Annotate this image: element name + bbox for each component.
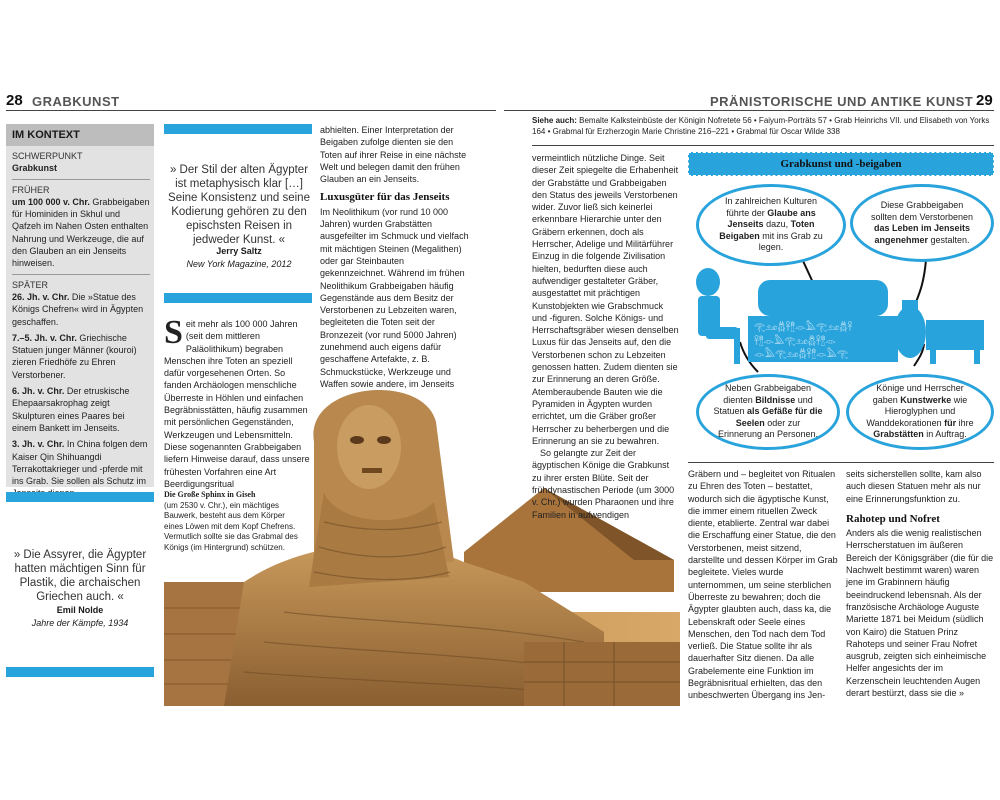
bubble-text: dazu, — [766, 219, 789, 230]
svg-text:𓁹𓅓𓂀𓃭𓆣𓋹𓊽𓁹𓅓𓂀: 𓁹𓅓𓂀𓃭𓆣𓋹𓊽𓁹𓅓𓂀 — [754, 350, 849, 360]
context-content — [12, 150, 150, 500]
bubble-text: Neben Grabbeigaben dienten — [723, 383, 812, 405]
bubble-bold: das Leben im Jenseits angenehmer — [873, 223, 971, 245]
page-number-left: 28 — [6, 92, 23, 109]
bubble-belief — [696, 184, 846, 266]
quote-bar-bottom — [164, 293, 312, 303]
header-rule-left — [6, 110, 496, 111]
svg-text:𓋹𓊽𓁹𓅓𓂀𓃭𓆣𓋹𓊽𓁹: 𓋹𓊽𓁹𓅓𓂀𓃭𓆣𓋹𓊽𓁹 — [754, 337, 837, 347]
entry-text: In China folgen dem Kaiser Qin Shihuangdi Terrakottakrieger und -pferde mit ins Grab. Sie sollen als Schutz im — [12, 439, 148, 487]
page-number-right: 29 — [976, 92, 993, 109]
divider — [12, 179, 150, 180]
bubble-text: Könige und Herrscher gaben — [872, 383, 964, 405]
focus-value: Grabkunst — [12, 163, 58, 174]
bubble-portraits — [696, 374, 840, 450]
quote-text: Die Assyrer, die Ägypter hatten mächtigen Sinn für Plastik, die archaischen Griechen auch. — [14, 549, 147, 603]
svg-text:𓂀𓃭𓆣𓋹𓊽𓁹𓅓𓂀𓃭𓆣𓋹: 𓂀𓃭𓆣𓋹𓊽𓁹𓅓𓂀𓃭𓆣𓋹 — [754, 323, 853, 333]
earlier-text: Grabbeigaben für Hominiden in Skhul und Qafzeh im Nahen Osten enthalten Nahrung und Werkzeuge, die auf den Glauben an ein Jenseits hinweisen. — [12, 196, 150, 269]
entry-date: 7.–5. Jh. v. Chr. — [12, 332, 77, 343]
bubble-grave-goods — [850, 184, 994, 262]
caption-title: Die Große Sphinx in Giseh — [164, 490, 256, 499]
body-text: seits sicherstellen sollte, kam also auch diesen Statuen mehr als nur eine Erinnerungsfunktion zu. — [846, 469, 982, 504]
bubble-text: wie Hieroglyphen und Wanddekorationen — [866, 394, 968, 428]
bubble-text: mit ins Grab zu legen. — [758, 230, 823, 253]
bubble-bold: Kunstwerke — [900, 394, 952, 405]
photo-caption — [164, 490, 304, 553]
later-entry — [12, 438, 150, 499]
later-entry — [12, 291, 150, 328]
bubble-bold: als Gefäße für die Seelen — [735, 406, 823, 428]
bubble-bold: Bildnisse — [755, 394, 796, 405]
drop-cap: S — [164, 314, 183, 351]
diagram — [688, 152, 994, 452]
body-text: Gräbern und – begleitet von Ritualen zu Ehren des Toten – bestattet, wodurch sich die ägyptische Kunst, die immer einem rituellen Zweck diente, etablierte. Zentral war dabei die Erschaffung einer Statue, die den Verstorbenen, meist sitzend, darstellte und dessen Körper im Grab begleitete. Vieles wurde unternommen, um seine sterblichen Überreste zu bewahren; doch die Ägypter glaubten auch, dass ka, die Lebenskraft oder Seele eines Menschen, den Tod nach dem Tod verließ. Die Statue sollte ihr als dauerhafter Sitz dienen. Da alle Grabelemente eine Funktion im Begräbnisritual erhielten, das den unbeschwerten Übergang ins Jen- — [688, 469, 838, 701]
bubble-text: und Statuen — [713, 394, 813, 417]
body-text: abhielten. Einer Interpretation der Beigaben zufolge dienten sie den Toten auf ihrer Reise in eine nächste Welt und belegen damit den frühen Glauben an ein Jenseits. — [320, 125, 467, 185]
bubble-text: oder zur Erinnerung an Personen. — [717, 417, 819, 440]
body-column-3 — [320, 124, 470, 390]
body-text: Im Neolithikum (vor rund 10 000 Jahren) wurden Grabstätten ausgefeilter im Schmuck und vielfach mit mächtigen Steinen (Megalithen) oder gar Steinbauten gekennzeichnet. Während im frühen Neolithikum Grabbeigaben häufig Gegenstände aus dem Besitz der Verstorbenen zu Lebzeiten waren, begleiteten die Toten seit der Bronzezeit (vor rund 5000 Jahren) zunehmend auch eigens dafür geschaffene Artefakte, z. B. Schmuckstücke, Werkzeuge und Waffen sowie andere, im Jenseits — [320, 206, 469, 389]
entry-text: Der etruskische Ehepaarsakrophag zeigt Skulpturen eines Paares bei einem Bankett im Jenseits. — [12, 386, 130, 433]
see-also — [532, 116, 992, 137]
section-heading: Luxusgüter für das Jenseits — [320, 191, 450, 204]
focus-label: SCHWERPUNKT — [12, 151, 83, 161]
quote-author: Emil Nolde — [56, 605, 104, 615]
body-column-r3 — [846, 468, 994, 699]
later-entry — [12, 385, 150, 434]
quote-bar-top — [164, 124, 312, 134]
earlier-label: FRÜHER — [12, 184, 50, 195]
later-label: SPÄTER — [12, 279, 49, 290]
bubble-text: in Auftrag. — [926, 429, 967, 440]
entry-text: Griechische Statuen junger Männer (kouroi) zieren Friedhöfe zu Ehren Verstorbener. — [12, 332, 137, 380]
see-also-label: Siehe auch: — [532, 116, 577, 125]
bubble-text: gestalten. — [930, 234, 970, 245]
quote-text: Der Stil der alten Ägypter ist metaphysisch klar […] Seine Konsistenz und seine Kodierung gehören zu den epischsten Reisen in jedweder Kunst. — [168, 164, 310, 246]
bubble-bold: Glaube ans Jenseits — [727, 207, 816, 230]
quote-bar-bottom — [6, 667, 154, 677]
body-column-r1 — [532, 152, 680, 521]
bubble-artworks — [846, 374, 994, 450]
entry-date: 6. Jh. v. Chr. — [12, 386, 65, 397]
body-column-r2 — [688, 468, 838, 702]
earlier-date: um 100 000 v. Chr. — [12, 196, 90, 207]
earlier-entry — [12, 196, 150, 270]
context-title: IM KONTEXT — [12, 129, 80, 141]
bubble-bold: Grabstätten — [873, 429, 924, 440]
quote-nolde: » Die Assyrer, die Ägypter hatten mächtigen Sinn für Plastik, die archaischen Griechen auch. « — [13, 549, 147, 603]
quote-source: Jahre der Kämpfe, 1934 — [31, 618, 129, 628]
entry-date: 26. Jh. v. Chr. — [12, 291, 70, 302]
running-head-right: PRÄNISTORISCHE UND ANTIKE KUNST — [710, 94, 974, 109]
divider — [12, 274, 150, 275]
running-head-left: GRABKUNST — [32, 94, 120, 109]
body-text: eit mehr als 100 000 Jahren (seit dem mittleren Paläolithikum) begraben Menschen ihre Toten an speziell dafür vorgesehenen Orten. So fanden Archäologen menschliche Überreste in Höhlen und einfachen Begräbnisstätten, häufig zusammen mit persönlichen Gegenständen, Werkzeugen und Lebensmitteln. Diese sogenannten Grabbeigaben liefern Hinweise darauf, dass unsere frühesten Vorfahren eine Art Beerdigungsritual — [164, 319, 310, 489]
quote-saltz: » Der Stil der alten Ägypter ist metaphysisch klar […] Seine Konsistenz und seine Kodierung gehören zu den epischsten Reisen in jedweder Kunst. « — [168, 164, 310, 246]
quote-author: Jerry Saltz — [216, 246, 262, 256]
body-text: So gelangte zur Zeit der ägyptischen Könige die Grabkunst zu ihrer ersten Blüte. Seit der frühdynastischen Periode (um 3000 v. Chr.) wurden Pharaonen und ihre Familien in aufwendigen — [532, 448, 675, 520]
entry-text: Die »Statue des Königs Chefren« wird in Ägypten geschaffen. — [12, 291, 144, 327]
bubble-bold: Toten Beigaben — [719, 219, 815, 241]
diagram-title: Grabkunst und -beigaben — [780, 158, 902, 170]
header-rule-right — [504, 110, 994, 111]
bubble-bold: für — [944, 417, 957, 428]
body-text: vermeintlich nützliche Dinge. Seit dieser Zeit spiegelte die Erhabenheit der Grabstätte und Grabbeigaben den Status des jeweils Verstorbenen wider. Zuvor ließ sich keinerlei erkennbare Hierarchie unter den Gräbern erkennen, doch als Herrscher, Adelige und Militärführer Einzug in die folgende Zivilisation hielten, bedurften diese auch aufwendiger gestalteter Gräber, ausgestattet mit prächtigen Kunstobjekten wie Grabschmuck und -figuren. Solche Königs- und Herrschaftsgräber wiesen denselben Luxus für das Jenseits auf, den die Verstorbenen schon zu Lebzeiten genossen hatten. Zudem dienten sie zur Erinnerung an deren Größe. Atemberaubende Bauten wie die Pyramiden in Ägypten wurden errichtet, um die Gräber großer Herrscher zu beherbergen und die Erinnerung an sie zu bewahren. — [532, 153, 679, 446]
bubble-text: Diese Grabbeigaben sollten dem Verstorbenen — [870, 200, 974, 222]
see-also-text: Bemalte Kalksteinbüste der Königin Nofretete 56 • Faiyum-Porträts 57 • Grab Heinrichs VII. und Elisabeth von Yorks 164 • Grabmal für Erzherzogin Marie Christine 216–221 • Grabmal für Oscar Wilde 338 — [532, 116, 990, 136]
entry-date: 3. Jh. v. Chr. — [12, 439, 65, 450]
body-text: Anders als die wenig realistischen Herrscherstatuen im äußeren Bereich der Königsgräber (die für die Nachwelt bestimmt waren) waren jene im Grabinnern häufig beeindruckend lebensnah. Als der französische Archäologe Auguste Mariette 1871 bei Meidum (südlich von Kairo) die Statuen Prinz Rahoteps und seiner Frau Nofret ausgrub, zeigten sich einheimische Helfer angesichts der im Kerzenschein leuchtenden Augen derart bestürzt, dass sie die » — [846, 528, 994, 699]
quote-bar-top — [6, 492, 154, 502]
quote-source: New York Magazine, 2012 — [186, 259, 292, 269]
later-entry — [12, 332, 150, 381]
caption-text: (um 2530 v. Chr.), ein mächtiges Bauwerk, besteht aus dem Körper eines Löwen mit dem Kopf Chefrens. Vermutlich sollte sie das Grabmal des Königs (im Hintergrund) schützen. — [164, 500, 298, 552]
section-heading: Rahotep und Nofret — [846, 512, 940, 525]
see-also-rule — [532, 145, 994, 146]
context-header — [6, 124, 154, 146]
bubble-text: ihre — [958, 417, 974, 428]
diagram-rule — [688, 462, 994, 463]
bubble-text: In zahlreichen Kulturen führte der — [724, 196, 818, 218]
